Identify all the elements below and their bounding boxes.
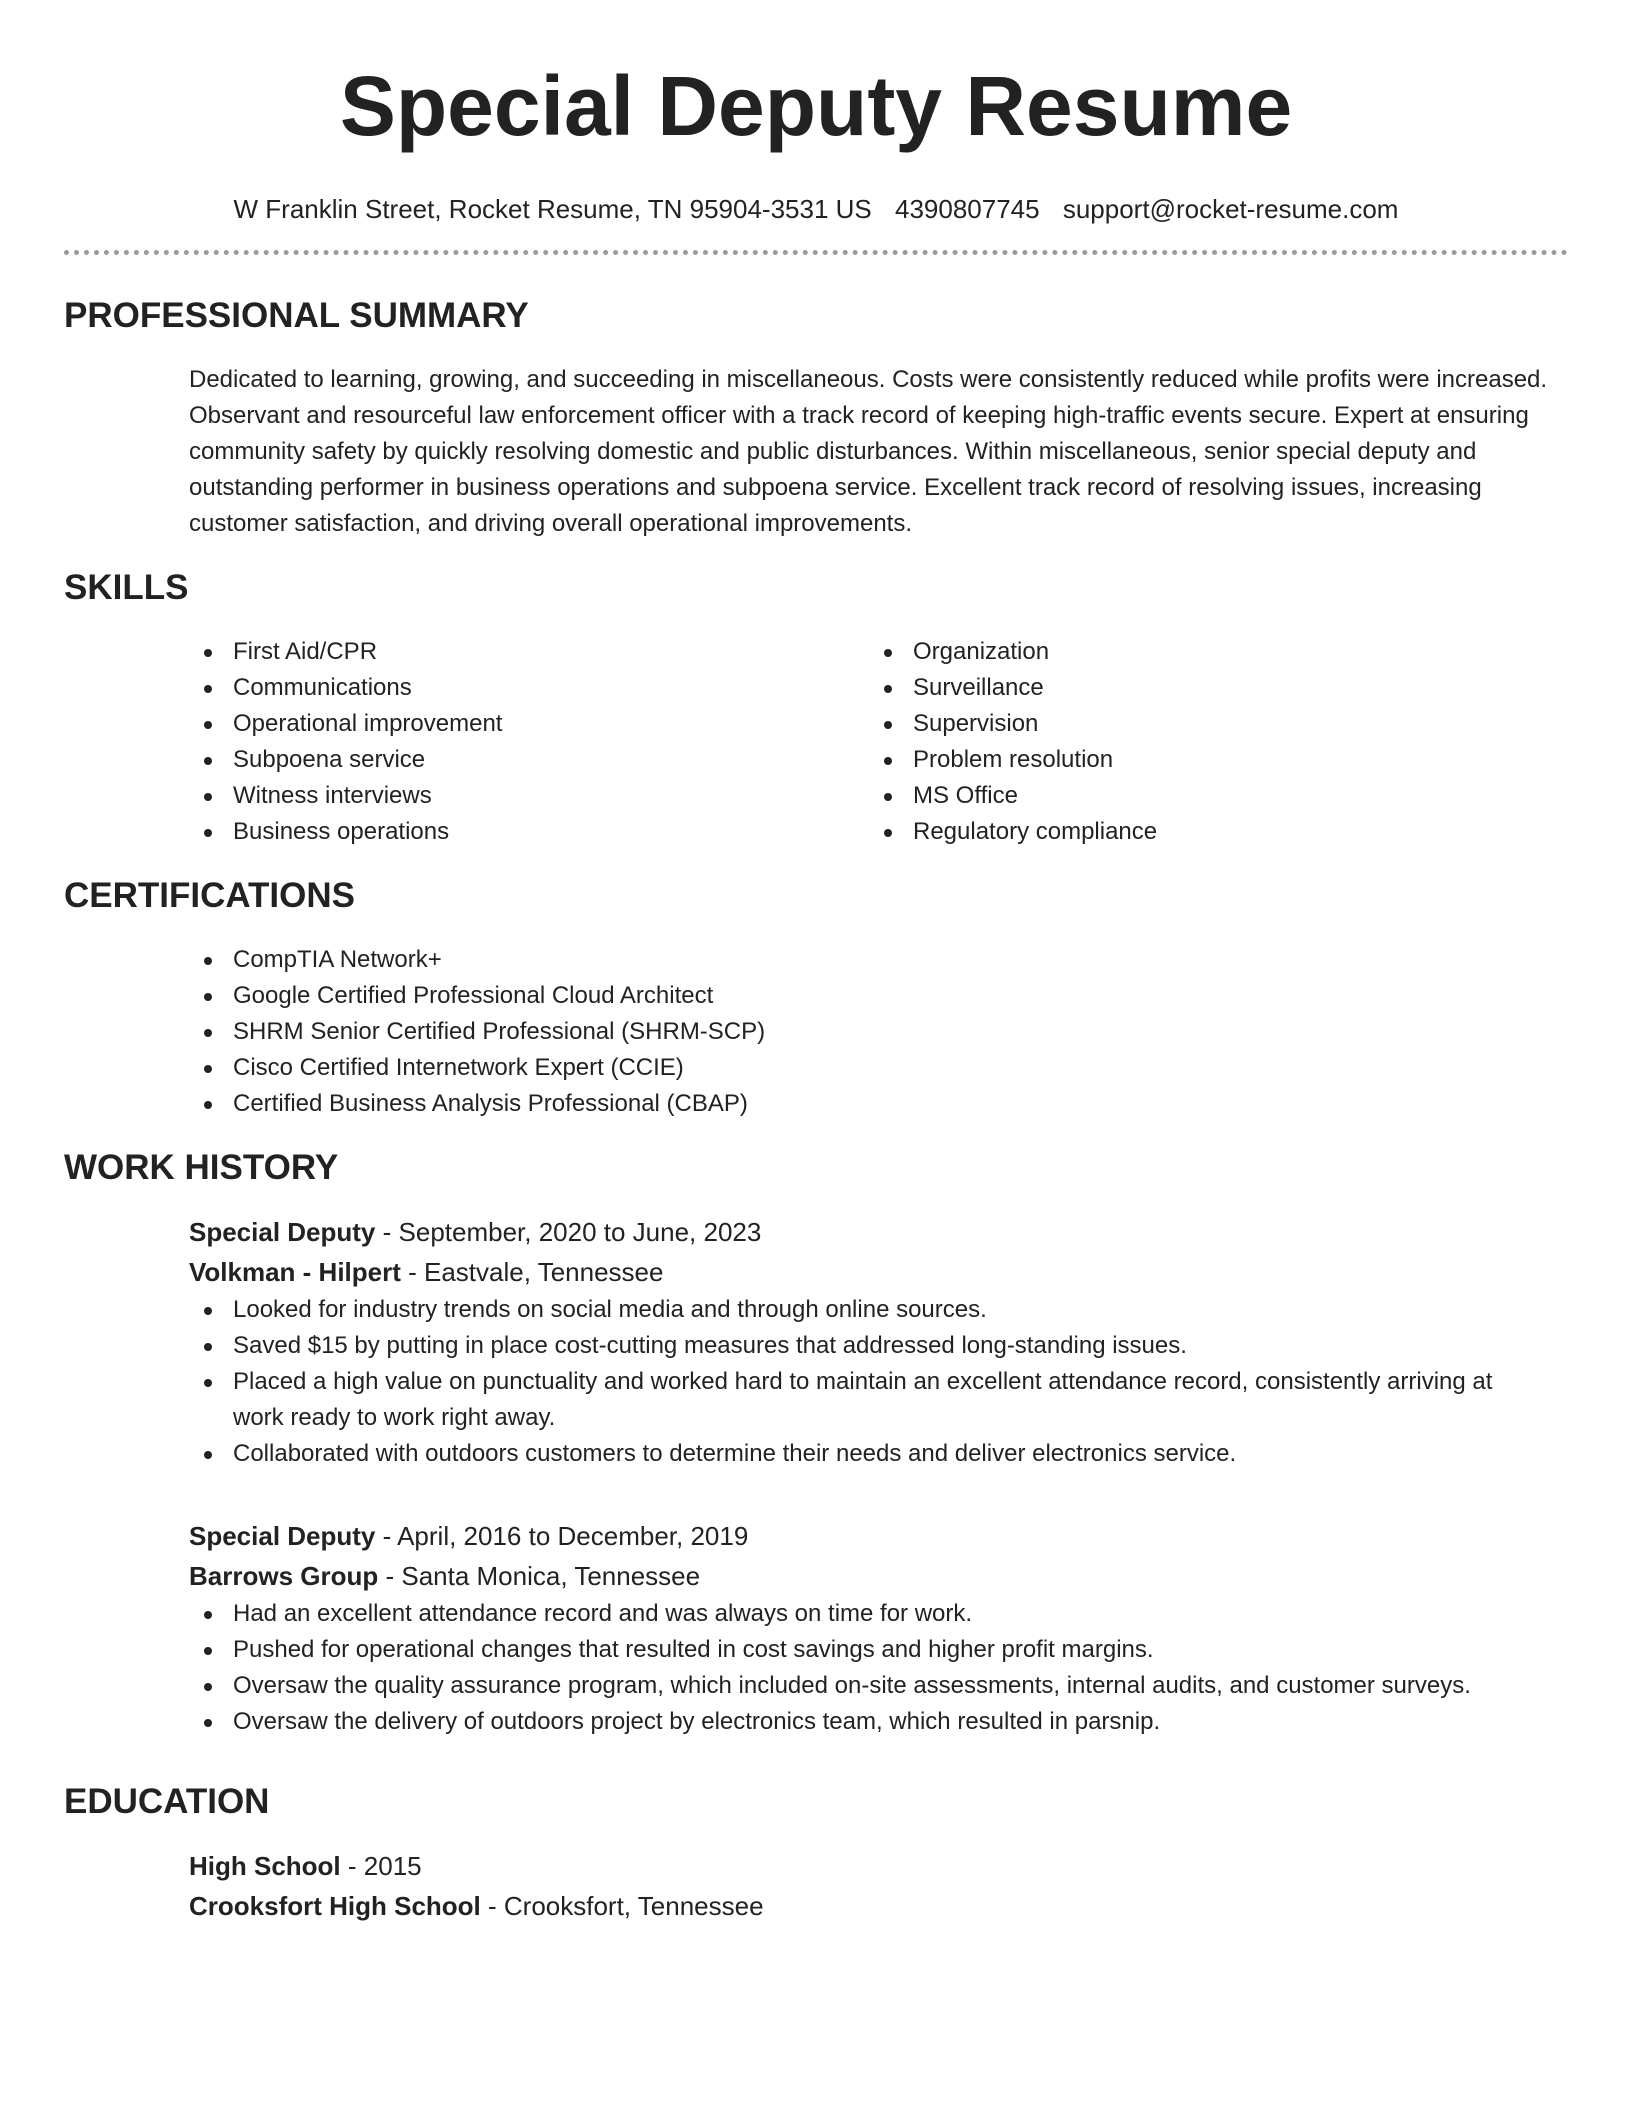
certification-item: SHRM Senior Certified Professional (SHRM-SCP) (189, 1014, 1549, 1050)
skill-item: First Aid/CPR (189, 634, 869, 670)
education-school: Crooksfort High School (189, 1891, 481, 1921)
skill-item: Witness interviews (189, 778, 869, 814)
job-duties-list (189, 1596, 1549, 1740)
certification-item: Certified Business Analysis Professional (CBAP) (189, 1086, 1549, 1122)
job-duty: Placed a high value on punctuality and worked hard to maintain an excellent attendance record, consistently arriving at work ready to work right away. (189, 1364, 1549, 1436)
job-role: Special Deputy (189, 1217, 376, 1247)
job-company-line (189, 1556, 1549, 1596)
contact-phone: 4390807745 (895, 194, 1040, 224)
job-location: - Santa Monica, Tennessee (378, 1561, 701, 1591)
job-duties-list (189, 1292, 1549, 1472)
job-duty: Collaborated with outdoors customers to determine their needs and deliver electronics service. (189, 1436, 1549, 1472)
skill-item: Business operations (189, 814, 869, 850)
contact-email: support@rocket-resume.com (1062, 194, 1399, 224)
job-company: Volkman - Hilpert (189, 1257, 401, 1287)
job-duty: Oversaw the delivery of outdoors project by electronics team, which resulted in parsnip. (189, 1704, 1549, 1740)
skill-item: Subpoena service (189, 742, 869, 778)
job-role: Special Deputy (189, 1521, 376, 1551)
education-year: - 2015 (340, 1851, 422, 1881)
certification-item: CompTIA Network+ (189, 942, 1549, 978)
job-company: Barrows Group (189, 1561, 379, 1591)
job-duty: Had an excellent attendance record and was always on time for work. (189, 1596, 1549, 1632)
summary-text: Dedicated to learning, growing, and succeeding in miscellaneous. Costs were consistently reduced while profits were increased. Observant and resourceful law enforcement officer with a track record of keeping high-traffic events secure. Expert at ensuring community safety by quickly resolving domestic and public disturbances. Within miscellaneous, senior special deputy and outstanding performer in business operations and subpoena service. Excellent track record of resolving issues, increasing customer satisfaction, and driving overall operational improvements. (189, 366, 1548, 537)
summary-section (189, 362, 1549, 542)
summary-heading: PROFESSIONAL SUMMARY (64, 296, 529, 335)
education-degree: High School (189, 1851, 341, 1881)
skill-item: Communications (189, 670, 869, 706)
education-degree-line (189, 1846, 1549, 1886)
job-duty: Oversaw the quality assurance program, which included on-site assessments, internal audits, and customer surveys. (189, 1668, 1549, 1704)
skill-item: Supervision (869, 706, 1549, 742)
job-title-line (189, 1516, 1549, 1556)
skill-item: Regulatory compliance (869, 814, 1549, 850)
skill-item: MS Office (869, 778, 1549, 814)
skill-item: Surveillance (869, 670, 1549, 706)
job-duty: Saved $15 by putting in place cost-cutting measures that addressed long-standing issues. (189, 1328, 1549, 1364)
job-entry (189, 1516, 1549, 1740)
skills-list-left (189, 634, 869, 850)
job-title-line (189, 1212, 1549, 1252)
header-divider (64, 250, 1568, 255)
skill-item: Operational improvement (189, 706, 869, 742)
contact-address: W Franklin Street, Rocket Resume, TN 95904-3531 US (233, 194, 872, 224)
job-company-line (189, 1252, 1549, 1292)
job-duty: Looked for industry trends on social media and through online sources. (189, 1292, 1549, 1328)
certification-item: Google Certified Professional Cloud Architect (189, 978, 1549, 1014)
skills-grid (189, 634, 1549, 850)
resume-title: Special Deputy Resume (339, 59, 1293, 153)
skill-item: Problem resolution (869, 742, 1549, 778)
skill-item: Organization (869, 634, 1549, 670)
skills-section (189, 634, 1549, 850)
education-school-line (189, 1886, 1549, 1926)
certifications-list (189, 942, 1549, 1122)
work-history-heading: WORK HISTORY (64, 1148, 339, 1187)
job-duty: Pushed for operational changes that resulted in cost savings and higher profit margins. (189, 1632, 1549, 1668)
skills-heading: SKILLS (64, 568, 189, 607)
job-entry (189, 1212, 1549, 1472)
job-location: - Eastvale, Tennessee (400, 1257, 664, 1287)
job-dates: - April, 2016 to December, 2019 (375, 1521, 749, 1551)
certification-item: Cisco Certified Internetwork Expert (CCIE) (189, 1050, 1549, 1086)
job-dates: - September, 2020 to June, 2023 (375, 1217, 762, 1247)
education-entry (189, 1846, 1549, 1926)
skills-list-right (869, 634, 1549, 850)
contact-line (64, 192, 1568, 226)
certifications-heading: CERTIFICATIONS (64, 876, 356, 915)
education-heading: EDUCATION (64, 1782, 270, 1821)
resume-header (64, 56, 1568, 226)
certifications-section (189, 942, 1549, 1122)
education-location: - Crooksfort, Tennessee (480, 1891, 764, 1921)
